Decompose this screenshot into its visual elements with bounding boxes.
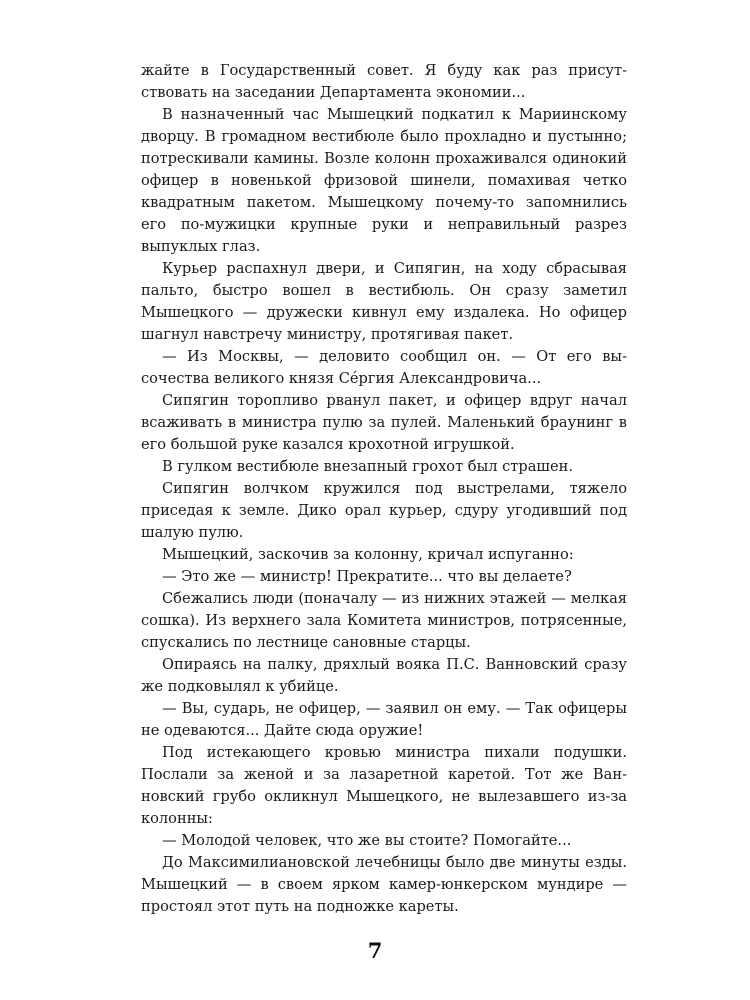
paragraph: Сипягин волчком кружился под выстрелами, тяжело приседая к земле. Дико орал курьер, сдуру угодивший под шалую пулю.	[141, 480, 627, 541]
paragraph: Сбежались люди (поначалу — из нижних этажей — мелкая сошка). Из верхнего зала Комитета министров, потрясенные, спускались по лестнице сановные старцы.	[141, 590, 627, 651]
paragraph: Опираясь на палку, дряхлый вояка П.С. Ванновский сразу же подковылял к убийце.	[141, 656, 627, 695]
paragraph: — Из Москвы, — деловито сообщил он. — От его высочества великого князя Сéргия Александровича...	[141, 348, 627, 387]
paragraph: В назначенный час Мышецкий подкатил к Мариинскому дворцу. В громадном вестибюле было прохладно и пустынно; потрескивали камины. Возле колонн прохаживался одинокий офицер в новенькой фризовой шинели, помахивая четко квадратным пакетом. Мышецкому почему-то запомнились его по-мужицки крупные руки и неправильный разрез выпуклых глаз.	[141, 106, 627, 255]
paragraph: Курьер распахнул двери, и Сипягин, на ходу сбрасывая пальто, быстро вошел в вестибюль. Он сразу заметил Мышецкого — дружески кивнул ему издалека. Но офицер шагнул навстречу министру, протягивая пакет.	[141, 260, 627, 343]
paragraph: — Это же — министр! Прекратите... что вы делаете?	[162, 568, 572, 585]
paragraph: жайте в Государственный совет. Я буду как раз присутствовать на заседании Департамента экономии...	[141, 62, 627, 101]
paragraph: — Молодой человек, что же вы стоите? Помогайте...	[162, 832, 572, 849]
paragraph: Мышецкий, заскочив за колонну, кричал испуганно:	[162, 546, 574, 563]
page-number: 7	[367, 938, 383, 963]
paragraph: Под истекающего кровью министра пихали подушки. Послали за женой и за лазаретной каретой. Тот же Ванновский грубо окликнул Мышецкого, не вылезавшего из-за колонны:	[141, 744, 627, 827]
paragraph: До Максимилиановской лечебницы было две минуты езды. Мышецкий — в своем ярком камер-юнкерском мундире — простоял этот путь на подножке кареты.	[141, 854, 627, 915]
page-body	[141, 60, 627, 918]
paragraph: В гулком вестибюле внезапный грохот был страшен.	[162, 458, 573, 475]
paragraph: — Вы, сударь, не офицер, — заявил он ему. — Так офицеры не одеваются... Дайте сюда оружие!	[141, 700, 627, 739]
paragraph: Сипягин торопливо рванул пакет, и офицер вдруг начал всаживать в министра пулю за пулей. Маленький браунинг в его большой руке казался крохотной игрушкой.	[141, 392, 627, 453]
